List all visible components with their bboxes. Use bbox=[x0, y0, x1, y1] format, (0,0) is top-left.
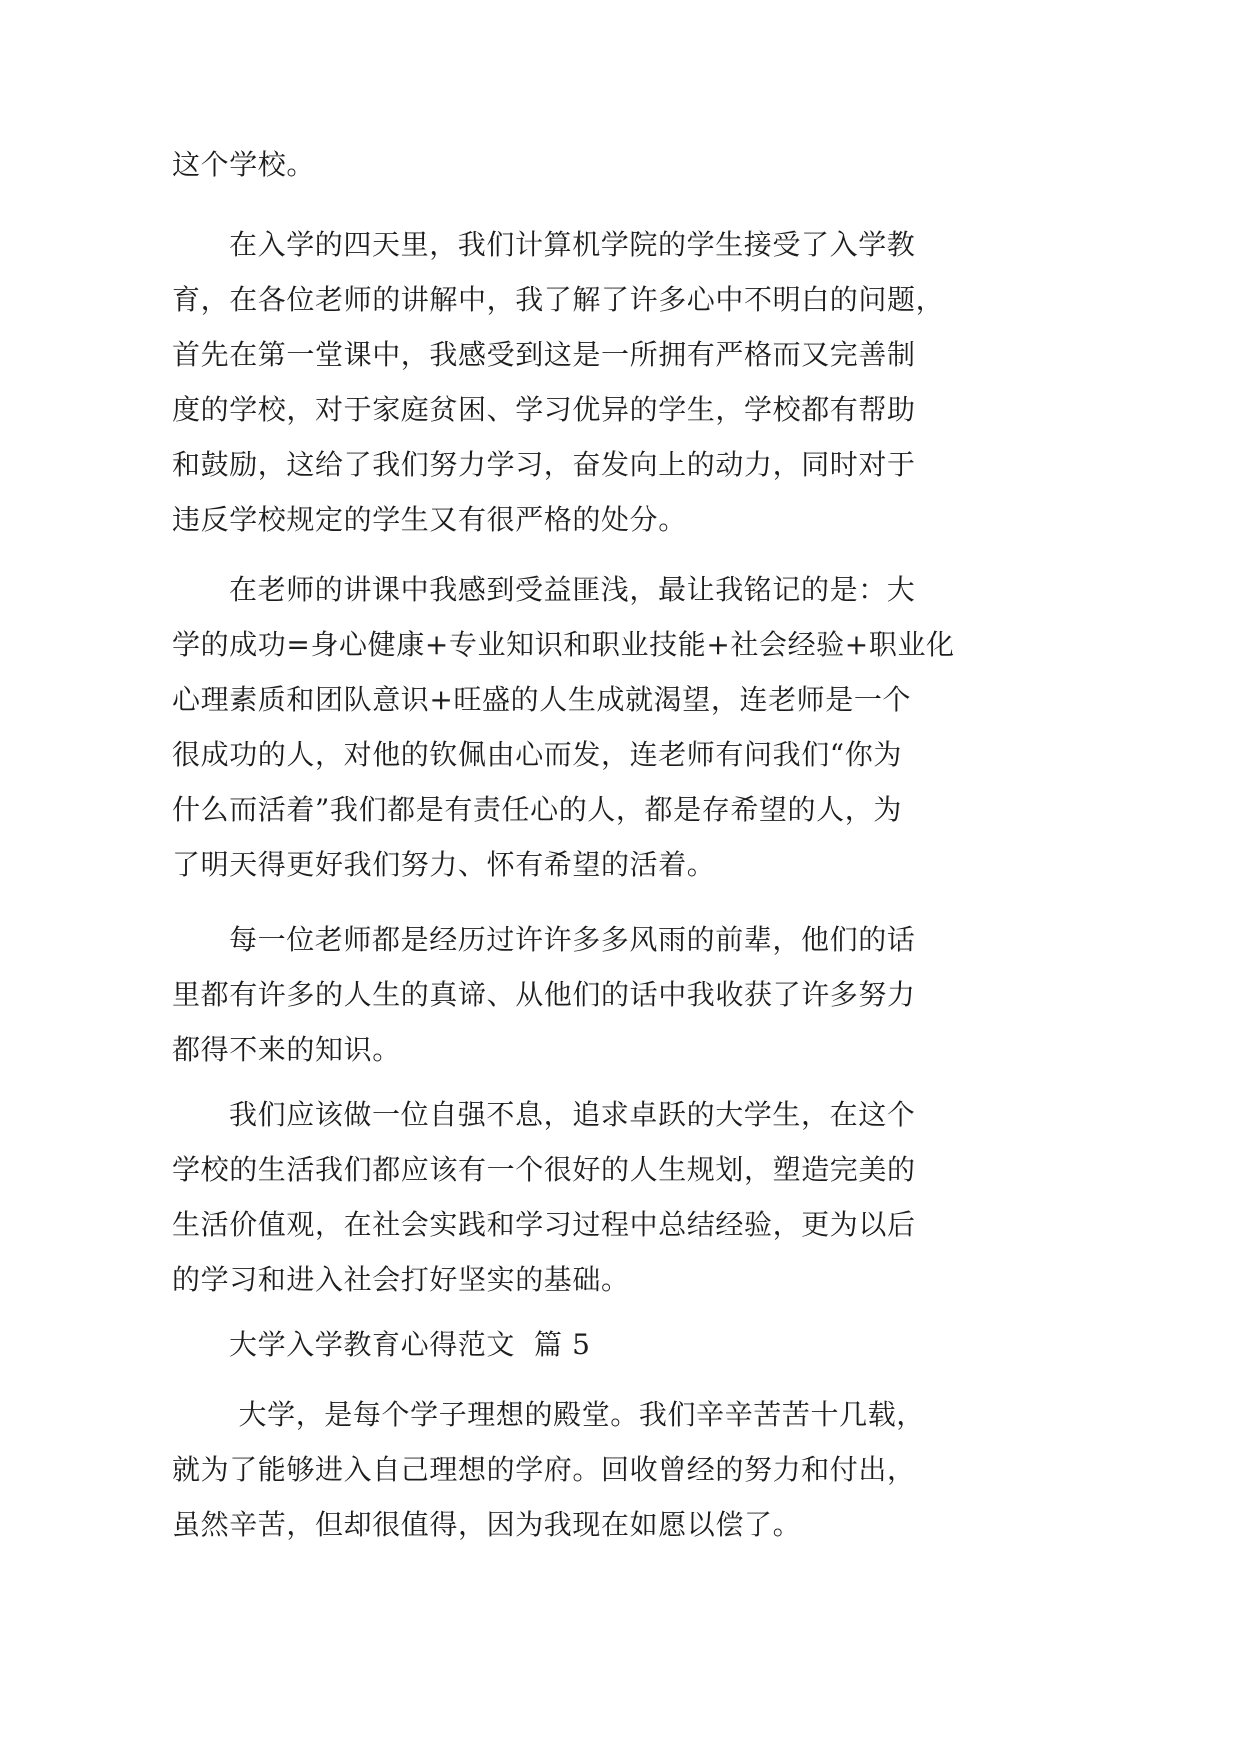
text-line: 心理素质和团队意识+旺盛的人生成就渴望，连老师是一个 bbox=[172, 683, 912, 716]
text-line: 在老师的讲课中我感到受益匪浅，最让我铭记的是：大 bbox=[229, 573, 916, 606]
text-line: 度的学校，对于家庭贫困、学习优异的学生，学校都有帮助 bbox=[172, 393, 916, 426]
text-line: 很成功的人，对他的钦佩由心而发，连老师有问我们“你为 bbox=[172, 738, 902, 771]
text-line: 这个学校。 bbox=[172, 148, 316, 181]
text-line: 都得不来的知识。 bbox=[172, 1033, 401, 1066]
text-line: 在入学的四天里，我们计算机学院的学生接受了入学教 bbox=[229, 228, 916, 261]
text-line: 里都有许多的人生的真谛、从他们的话中我收获了许多努力 bbox=[172, 978, 916, 1011]
paragraph bbox=[172, 1387, 1072, 1552]
text-line: 就为了能够进入自己理想的学府。回收曾经的努力和付出， bbox=[172, 1453, 916, 1486]
section-heading-text: 大学入学教育心得范文 篇 5 bbox=[229, 1328, 591, 1361]
paragraph bbox=[172, 1087, 1072, 1307]
text-line: 什么而活着”我们都是有责任心的人，都是存希望的人，为 bbox=[172, 793, 902, 826]
paragraph bbox=[172, 912, 1072, 1077]
text-line: 和鼓励，这给了我们努力学习，奋发向上的动力，同时对于 bbox=[172, 448, 916, 481]
paragraph bbox=[172, 217, 1072, 547]
text-line: 了明天得更好我们努力、怀有希望的活着。 bbox=[172, 848, 716, 881]
text-line: 首先在第一堂课中，我感受到这是一所拥有严格而又完善制 bbox=[172, 338, 916, 371]
text-line: 育，在各位老师的讲解中，我了解了许多心中不明白的问题， bbox=[172, 283, 945, 316]
text-line: 我们应该做一位自强不息，追求卓跃的大学生，在这个 bbox=[229, 1098, 916, 1131]
text-line: 的学习和进入社会打好坚实的基础。 bbox=[172, 1263, 630, 1296]
text-line: 每一位老师都是经历过许许多多风雨的前辈，他们的话 bbox=[229, 923, 916, 956]
section-heading bbox=[172, 1317, 1072, 1372]
text-line: 违反学校规定的学生又有很严格的处分。 bbox=[172, 503, 687, 536]
text-line: 大学，是每个学子理想的殿堂。我们辛辛苦苦十几载， bbox=[229, 1398, 925, 1431]
text-line: 学的成功=身心健康+专业知识和职业技能+社会经验+职业化 bbox=[172, 628, 955, 661]
paragraph bbox=[172, 137, 1072, 192]
text-line: 虽然辛苦，但却很值得，因为我现在如愿以偿了。 bbox=[172, 1508, 802, 1541]
paragraph bbox=[172, 562, 1072, 892]
text-line: 生活价值观，在社会实践和学习过程中总结经验，更为以后 bbox=[172, 1208, 916, 1241]
text-line: 学校的生活我们都应该有一个很好的人生规划，塑造完美的 bbox=[172, 1153, 916, 1186]
